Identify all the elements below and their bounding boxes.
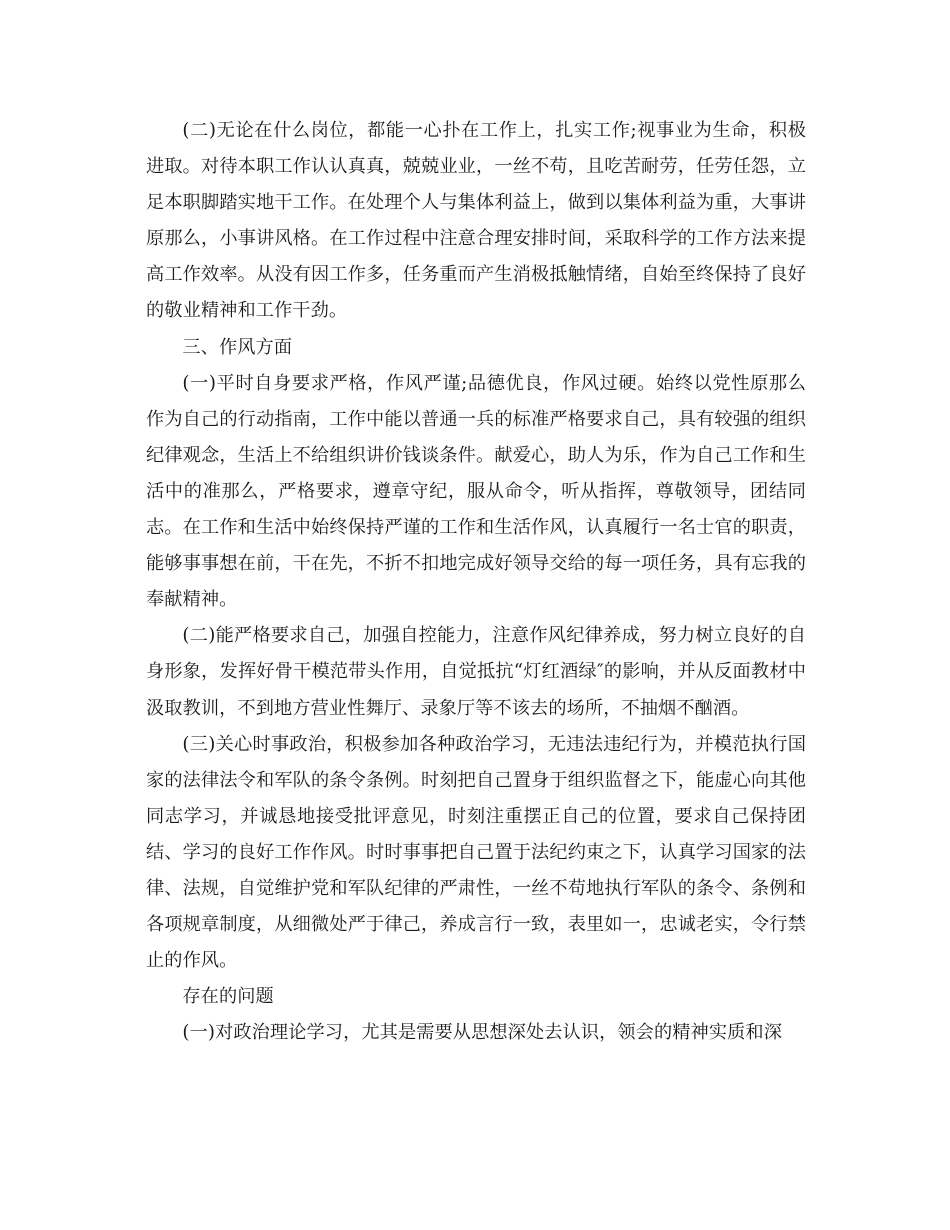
paragraph-self-control: (二)能严格要求自己，加强自控能力，注意作风纪律养成，努力树立良好的自身形象，发挥好骨干模范带头作用，自觉抵抗“灯红酒绿″的影响，并从反面教材中汲取教训，不到地方营业性舞厅、录象厅等不该去的场所，不抽烟不酗酒。 — [146, 625, 806, 719]
section-heading-work-style: 三、作风方面 — [182, 336, 293, 358]
section-heading-problems: 存在的问题 — [182, 986, 274, 1008]
document-body — [146, 113, 806, 1051]
paragraph-self-discipline: (一)平时自身要求严格，作风严谨;品德优良，作风过硬。始终以党性原那么作为自己的行动指南，工作中能以普通一兵的标准严格要求自己，具有较强的组织纪律观念，生活上不给组织讲价钱谈条件。献爱心，助人为乐，作为自己工作和生活中的准那么，严格要求，遵章守纪，服从命令，听从指挥，尊敬领导，团结同志。在工作和生活中始终保持严谨的工作和生活作风，认真履行一名士官的职责，能够事事想在前，干在先，不折不扣地完成好领导交给的每一项任务，具有忘我的奉献精神。 — [146, 372, 806, 611]
paragraph-theory-study: (一)对政治理论学习，尤其是需要从思想深处去认识，领会的精神实质和深 — [182, 1022, 782, 1044]
paragraph-work-attitude: (二)无论在什么岗位，都能一心扑在工作上，扎实工作;视事业为生命，积极进取。对待本职工作认认真真，兢兢业业，一丝不苟，且吃苦耐劳，任劳任怨，立足本职脚踏实地干工作。在处理个人与集体利益上，做到以集体利益为重，大事讲原那么，小事讲风格。在工作过程中注意合理安排时间，采取科学的工作方法来提高工作效率。从没有因工作多，任务重而产生消极抵触情绪，自始至终保持了良好的敬业精神和工作干劲。 — [146, 120, 806, 322]
paragraph-politics-law: (三)关心时事政治，积极参加各种政治学习，无违法违纪行为，并模范执行国家的法律法令和军队的条令条例。时刻把自己置身于组织监督之下，能虚心向其他同志学习，并诚恳地接受批评意见，时刻注重摆正自己的位置，要求自己保持团结、学习的良好工作作风。时时事事把自己置于法纪约束之下，认真学习国家的法律、法规，自觉维护党和军队纪律的严肃性，一丝不苟地执行军队的条令、条例和各项规章制度，从细微处严于律己，养成言行一致，表里如一，忠诚老实，令行禁止的作风。 — [146, 733, 806, 972]
